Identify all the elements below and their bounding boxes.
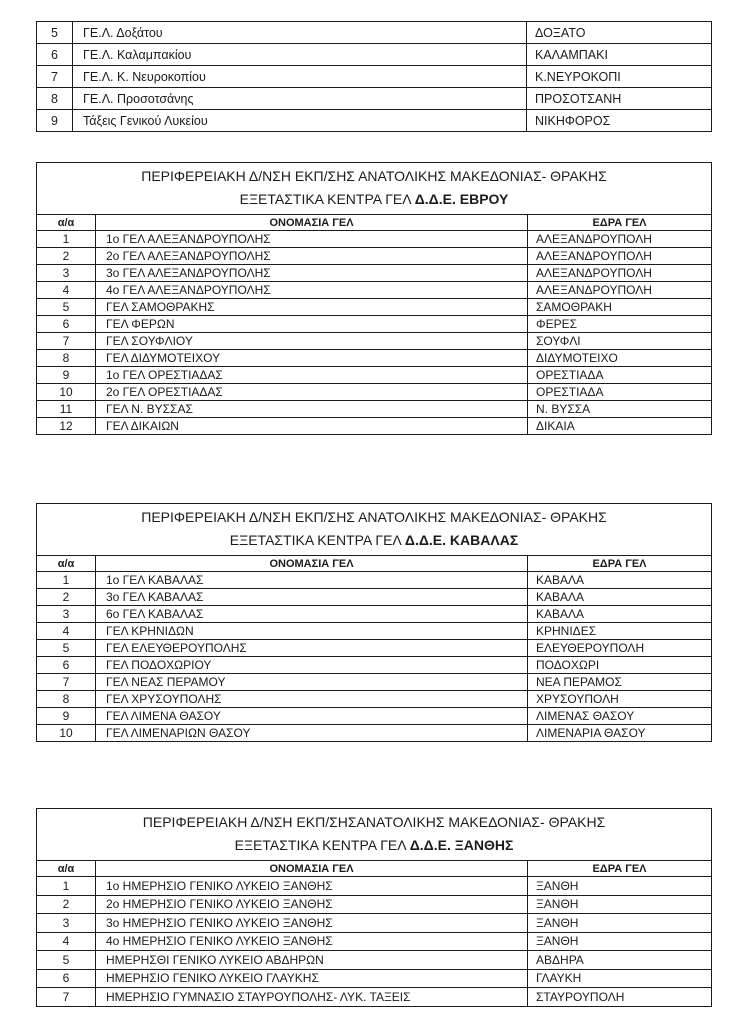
row-number-cell: 8 xyxy=(37,350,96,367)
table-header-row xyxy=(37,556,712,572)
row-number-cell: 1 xyxy=(37,572,96,589)
table-title-line1: ΠΕΡΙΦΕΡΕΙΑΚΗ Δ/ΝΣΗ ΕΚΠ/ΣΗΣ ΑΝΑΤΟΛΙΚΗΣ ΜΑΚΕΔΟΝΙΑΣ- ΘΡΑΚΗΣ xyxy=(141,509,607,525)
school-name-cell: 2ο ΓΕΛ ΟΡΕΣΤΙΑΔΑΣ xyxy=(96,384,528,401)
table-row xyxy=(37,401,712,418)
header-cell-seat: ΕΔΡΑ ΓΕΛ xyxy=(528,215,712,231)
seat-cell: ΛΙΜΕΝΑΡΙΑ ΘΑΣΟΥ xyxy=(528,725,712,742)
table-title-row xyxy=(37,809,712,861)
table-title-line2 xyxy=(37,188,711,211)
table-row xyxy=(37,350,712,367)
row-number-cell: 4 xyxy=(37,282,96,299)
table-title xyxy=(37,504,712,556)
table-title-directorate: Δ.Δ.Ε. ΞΑΝΘΗΣ xyxy=(409,837,514,853)
table-title xyxy=(37,809,712,861)
seat-cell: ΚΑΒΑΛΑ xyxy=(528,572,712,589)
seat-cell: ΣΑΜΟΘΡΑΚΗ xyxy=(528,299,712,316)
table-title-directorate: Δ.Δ.Ε. ΕΒΡΟΥ xyxy=(414,191,509,207)
seat-cell: ΑΒΔΗΡΑ xyxy=(528,951,712,970)
school-name-cell: 1ο ΓΕΛ ΟΡΕΣΤΙΑΔΑΣ xyxy=(96,367,528,384)
row-number-cell: 6 xyxy=(37,316,96,333)
school-name-cell: 3ο ΓΕΛ ΑΛΕΞΑΝΔΡΟΥΠΟΛΗΣ xyxy=(96,265,528,282)
seat-cell: ΞΑΝΘΗ xyxy=(528,895,712,914)
table-row xyxy=(37,418,712,435)
table-row xyxy=(37,708,712,725)
row-number-cell: 5 xyxy=(37,299,96,316)
table-row xyxy=(37,44,712,66)
school-name-cell: ΓΕΛ ΔΙΔΥΜΟΤΕΙΧΟΥ xyxy=(96,350,528,367)
seat-cell: ΞΑΝΘΗ xyxy=(528,877,712,896)
row-number-cell: 2 xyxy=(37,248,96,265)
school-name-cell: ΗΜΕΡΗΣΙΟ ΓΕΝΙΚΟ ΛΥΚΕΙΟ ΓΛΑΥΚΗΣ xyxy=(96,969,528,988)
school-name-cell: 4ο ΗΜΕΡΗΣΙΟ ΓΕΝΙΚΟ ΛΥΚΕΙΟ ΞΑΝΘΗΣ xyxy=(96,932,528,951)
row-number-cell: 7 xyxy=(37,988,96,1007)
seat-cell: Ν. ΒΥΣΣΑ xyxy=(528,401,712,418)
seat-cell: ΕΛΕΥΘΕΡΟΥΠΟΛΗ xyxy=(528,640,712,657)
school-name-cell: 2ο ΗΜΕΡΗΣΙΟ ΓΕΝΙΚΟ ΛΥΚΕΙΟ ΞΑΝΘΗΣ xyxy=(96,895,528,914)
row-number-cell: 6 xyxy=(37,44,73,66)
table-row xyxy=(37,589,712,606)
school-name-cell: 1ο ΗΜΕΡΗΣΙΟ ΓΕΝΙΚΟ ΛΥΚΕΙΟ ΞΑΝΘΗΣ xyxy=(96,877,528,896)
header-cell-name: ΟΝΟΜΑΣΙΑ ΓΕΛ xyxy=(96,861,528,877)
table-row xyxy=(37,914,712,933)
table-row xyxy=(37,674,712,691)
table-row xyxy=(37,657,712,674)
table-row xyxy=(37,932,712,951)
school-name-cell: 6ο ΓΕΛ ΚΑΒΑΛΑΣ xyxy=(96,606,528,623)
table-title xyxy=(37,163,712,215)
row-number-cell: 4 xyxy=(37,932,96,951)
seat-cell: ΦΕΡΕΣ xyxy=(528,316,712,333)
school-name-cell: ΓΕΛ ΕΛΕΥΘΕΡΟΥΠΟΛΗΣ xyxy=(96,640,528,657)
seat-cell: ΚΑΛΑΜΠΑΚΙ xyxy=(527,44,712,66)
seat-cell: ΣΟΥΦΛΙ xyxy=(528,333,712,350)
school-name-cell: 3ο ΓΕΛ ΚΑΒΑΛΑΣ xyxy=(96,589,528,606)
row-number-cell: 6 xyxy=(37,657,96,674)
seat-cell: ΑΛΕΞΑΝΔΡΟΥΠΟΛΗ xyxy=(528,265,712,282)
seat-cell: ΚΑΒΑΛΑ xyxy=(528,606,712,623)
row-number-cell: 8 xyxy=(37,88,73,110)
table-row xyxy=(37,66,712,88)
school-name-cell: 4ο ΓΕΛ ΑΛΕΞΑΝΔΡΟΥΠΟΛΗΣ xyxy=(96,282,528,299)
header-cell-seat: ΕΔΡΑ ΓΕΛ xyxy=(528,861,712,877)
row-number-cell: 11 xyxy=(37,401,96,418)
table-title-line2 xyxy=(37,529,711,552)
table-row xyxy=(37,88,712,110)
header-cell-name: ΟΝΟΜΑΣΙΑ ΓΕΛ xyxy=(96,215,528,231)
header-cell-num: α/α xyxy=(37,556,96,572)
table-row xyxy=(37,248,712,265)
seat-cell: ΠΡΟΣΟΤΣΑΝΗ xyxy=(527,88,712,110)
row-number-cell: 6 xyxy=(37,969,96,988)
school-name-cell: ΓΕΛ ΚΡΗΝΙΔΩΝ xyxy=(96,623,528,640)
table-row xyxy=(37,299,712,316)
row-number-cell: 2 xyxy=(37,895,96,914)
exam-centers-table-evrou xyxy=(36,162,712,435)
header-cell-seat: ΕΔΡΑ ΓΕΛ xyxy=(528,556,712,572)
table-row xyxy=(37,367,712,384)
row-number-cell: 3 xyxy=(37,606,96,623)
row-number-cell: 7 xyxy=(37,333,96,350)
seat-cell: ΚΡΗΝΙΔΕΣ xyxy=(528,623,712,640)
table-row xyxy=(37,969,712,988)
row-number-cell: 5 xyxy=(37,22,73,44)
table-row xyxy=(37,691,712,708)
school-name-cell: ΗΜΕΡΗΣΘΙ ΓΕΝΙΚΟ ΛΥΚΕΙΟ ΑΒΔΗΡΩΝ xyxy=(96,951,528,970)
table-row xyxy=(37,606,712,623)
school-name-cell: 2ο ΓΕΛ ΑΛΕΞΑΝΔΡΟΥΠΟΛΗΣ xyxy=(96,248,528,265)
table-row xyxy=(37,725,712,742)
school-name-cell: ΓΕΛ ΔΙΚΑΙΩΝ xyxy=(96,418,528,435)
school-name-cell: ΓΕΛ ΝΕΑΣ ΠΕΡΑΜΟΥ xyxy=(96,674,528,691)
row-number-cell: 10 xyxy=(37,384,96,401)
row-number-cell: 5 xyxy=(37,640,96,657)
table-row xyxy=(37,265,712,282)
table-title-line2 xyxy=(37,834,711,857)
seat-cell: ΑΛΕΞΑΝΔΡΟΥΠΟΛΗ xyxy=(528,282,712,299)
row-number-cell: 1 xyxy=(37,877,96,896)
exam-centers-table-xanthis xyxy=(36,808,712,1007)
row-number-cell: 10 xyxy=(37,725,96,742)
exam-centers-table-kavalas xyxy=(36,503,712,742)
table-title-line2-prefix: ΕΞΕΤΑΣΤΙΚΑ ΚΕΝΤΡΑ ΓΕΛ xyxy=(229,532,405,548)
partial-exam-centers-table xyxy=(36,21,712,132)
table-row xyxy=(37,640,712,657)
row-number-cell: 2 xyxy=(37,589,96,606)
row-number-cell: 8 xyxy=(37,691,96,708)
school-name-cell: ΓΕΛ ΛΙΜΕΝΑ ΘΑΣΟΥ xyxy=(96,708,528,725)
table-row xyxy=(37,951,712,970)
row-number-cell: 7 xyxy=(37,674,96,691)
table-title-line2-prefix: ΕΞΕΤΑΣΤΙΚΑ ΚΕΝΤΡΑ ΓΕΛ xyxy=(239,191,415,207)
school-name-cell: Τάξεις Γενικού Λυκείου xyxy=(73,110,527,132)
school-name-cell: ΓΕ.Λ. Καλαμπακίου xyxy=(73,44,527,66)
table-row xyxy=(37,572,712,589)
row-number-cell: 9 xyxy=(37,110,73,132)
seat-cell: ΣΤΑΥΡΟΥΠΟΛΗ xyxy=(528,988,712,1007)
seat-cell: ΑΛΕΞΑΝΔΡΟΥΠΟΛΗ xyxy=(528,231,712,248)
header-cell-num: α/α xyxy=(37,861,96,877)
school-name-cell: 1ο ΓΕΛ ΑΛΕΞΑΝΔΡΟΥΠΟΛΗΣ xyxy=(96,231,528,248)
school-name-cell: ΓΕΛ ΣΟΥΦΛΙΟΥ xyxy=(96,333,528,350)
seat-cell: ΓΛΑΥΚΗ xyxy=(528,969,712,988)
seat-cell: ΟΡΕΣΤΙΑΔΑ xyxy=(528,384,712,401)
school-name-cell: 1ο ΓΕΛ ΚΑΒΑΛΑΣ xyxy=(96,572,528,589)
school-name-cell: ΓΕΛ ΧΡΥΣΟΥΠΟΛΗΣ xyxy=(96,691,528,708)
table-title-line2-prefix: ΕΞΕΤΑΣΤΙΚΑ ΚΕΝΤΡΑ ΓΕΛ xyxy=(234,837,410,853)
table-title-row xyxy=(37,163,712,215)
school-name-cell: ΓΕΛ ΦΕΡΩΝ xyxy=(96,316,528,333)
row-number-cell: 3 xyxy=(37,265,96,282)
table-row xyxy=(37,895,712,914)
school-name-cell: ΓΕΛ Ν. ΒΥΣΣΑΣ xyxy=(96,401,528,418)
seat-cell: Κ.ΝΕΥΡΟΚΟΠΙ xyxy=(527,66,712,88)
seat-cell: ΚΑΒΑΛΑ xyxy=(528,589,712,606)
row-number-cell: 4 xyxy=(37,623,96,640)
school-name-cell: ΗΜΕΡΗΣΙΟ ΓΥΜΝΑΣΙΟ ΣΤΑΥΡΟΥΠΟΛΗΣ- ΛΥΚ. ΤΑΞΕΙΣ xyxy=(96,988,528,1007)
seat-cell: ΔΟΞΑΤΟ xyxy=(527,22,712,44)
school-name-cell: ΓΕΛ ΠΟΔΟΧΩΡΙΟΥ xyxy=(96,657,528,674)
school-name-cell: ΓΕ.Λ. Κ. Νευροκοπίου xyxy=(73,66,527,88)
table-row xyxy=(37,333,712,350)
school-name-cell: ΓΕΛ ΛΙΜΕΝΑΡΙΩΝ ΘΑΣΟΥ xyxy=(96,725,528,742)
seat-cell: ΞΑΝΘΗ xyxy=(528,932,712,951)
row-number-cell: 1 xyxy=(37,231,96,248)
table-title-directorate: Δ.Δ.Ε. ΚΑΒΑΛΑΣ xyxy=(404,532,519,548)
table-row xyxy=(37,384,712,401)
table-header-row xyxy=(37,215,712,231)
table-row xyxy=(37,110,712,132)
row-number-cell: 9 xyxy=(37,367,96,384)
seat-cell: ΝΕΑ ΠΕΡΑΜΟΣ xyxy=(528,674,712,691)
header-cell-name: ΟΝΟΜΑΣΙΑ ΓΕΛ xyxy=(96,556,528,572)
table-row xyxy=(37,282,712,299)
seat-cell: ΔΙΚΑΙΑ xyxy=(528,418,712,435)
row-number-cell: 12 xyxy=(37,418,96,435)
table-row xyxy=(37,22,712,44)
header-cell-num: α/α xyxy=(37,215,96,231)
school-name-cell: ΓΕΛ ΣΑΜΟΘΡΑΚΗΣ xyxy=(96,299,528,316)
row-number-cell: 7 xyxy=(37,66,73,88)
table-title-line1: ΠΕΡΙΦΕΡΕΙΑΚΗ Δ/ΝΣΗ ΕΚΠ/ΣΗΣΑΝΑΤΟΛΙΚΗΣ ΜΑΚΕΔΟΝΙΑΣ- ΘΡΑΚΗΣ xyxy=(142,814,606,830)
table-row xyxy=(37,623,712,640)
school-name-cell: 3ο ΗΜΕΡΗΣΙΟ ΓΕΝΙΚΟ ΛΥΚΕΙΟ ΞΑΝΘΗΣ xyxy=(96,914,528,933)
seat-cell: ΟΡΕΣΤΙΑΔΑ xyxy=(528,367,712,384)
seat-cell: ΝΙΚΗΦΟΡΟΣ xyxy=(527,110,712,132)
table-title-row xyxy=(37,504,712,556)
table-row xyxy=(37,988,712,1007)
school-name-cell: ΓΕ.Λ. Προσοτσάνης xyxy=(73,88,527,110)
seat-cell: ΔΙΔΥΜΟΤΕΙΧΟ xyxy=(528,350,712,367)
row-number-cell: 9 xyxy=(37,708,96,725)
table-header-row xyxy=(37,861,712,877)
table-row xyxy=(37,877,712,896)
row-number-cell: 5 xyxy=(37,951,96,970)
seat-cell: ΠΟΔΟΧΩΡΙ xyxy=(528,657,712,674)
row-number-cell: 3 xyxy=(37,914,96,933)
seat-cell: ΑΛΕΞΑΝΔΡΟΥΠΟΛΗ xyxy=(528,248,712,265)
seat-cell: ΞΑΝΘΗ xyxy=(528,914,712,933)
seat-cell: ΧΡΥΣΟΥΠΟΛΗ xyxy=(528,691,712,708)
school-name-cell: ΓΕ.Λ. Δοξάτου xyxy=(73,22,527,44)
table-row xyxy=(37,231,712,248)
seat-cell: ΛΙΜΕΝΑΣ ΘΑΣΟΥ xyxy=(528,708,712,725)
table-title-line1: ΠΕΡΙΦΕΡΕΙΑΚΗ Δ/ΝΣΗ ΕΚΠ/ΣΗΣ ΑΝΑΤΟΛΙΚΗΣ ΜΑΚΕΔΟΝΙΑΣ- ΘΡΑΚΗΣ xyxy=(141,168,607,184)
table-row xyxy=(37,316,712,333)
